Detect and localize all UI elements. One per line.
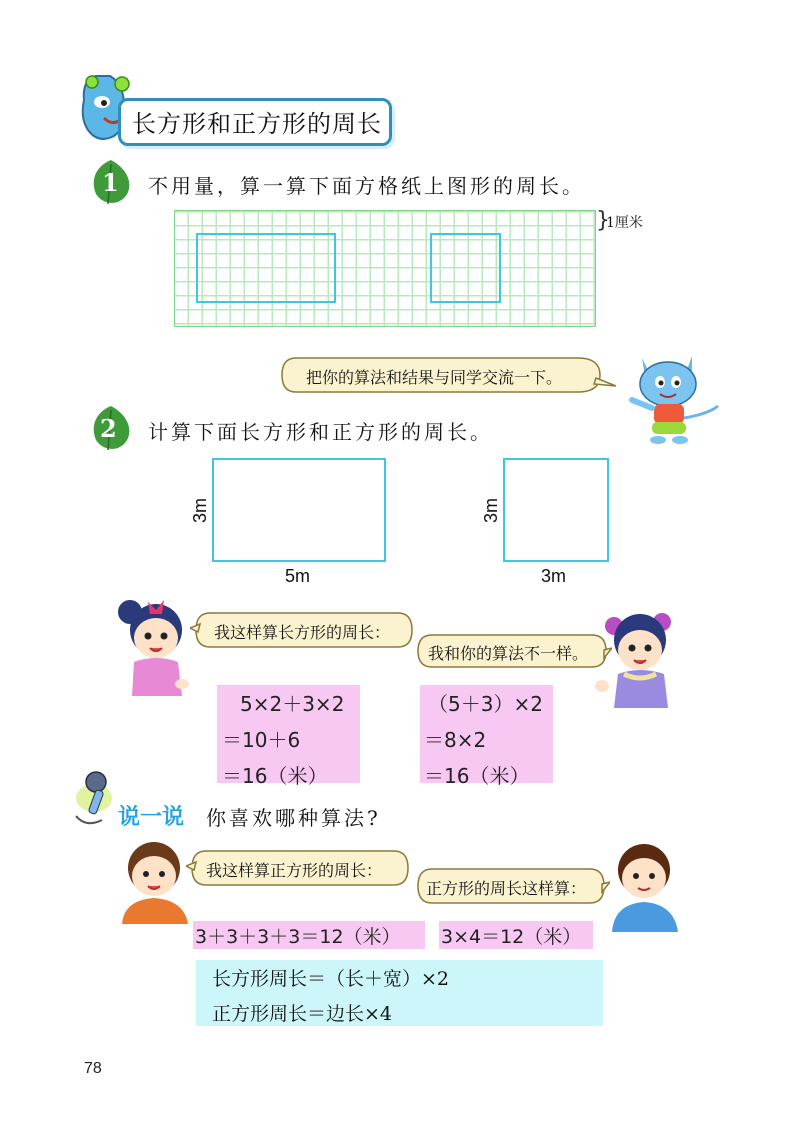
rectangle-perimeter-formula: 长方形周长＝（长＋宽）×2: [212, 968, 450, 990]
girl-left-character-icon: [112, 592, 194, 702]
calc-right-line-3: ＝16（米）: [424, 764, 530, 788]
boy-left-character-icon: [116, 838, 194, 924]
rectangle-on-grid: [196, 233, 336, 303]
cat-character-icon: [622, 348, 722, 448]
girl-right-bubble-text: 我和你的算法不一样。: [428, 644, 589, 663]
rectangle-width-label: 5m: [285, 566, 311, 586]
girl-right-character-icon: [594, 602, 684, 710]
calc-right-line-2: ＝8×2: [424, 728, 487, 752]
square-figure: [503, 458, 609, 562]
page-number: 78: [84, 1060, 102, 1077]
square-on-grid: [430, 233, 501, 303]
calc-left-line-1: 5×2＋3×2: [240, 692, 345, 716]
rectangle-figure: [212, 458, 386, 562]
talk-question: 你喜欢哪种算法?: [206, 806, 381, 830]
calc-right-line-1: （5＋3）×2: [428, 692, 543, 716]
calc-left-line-2: ＝10＋6: [222, 728, 301, 752]
square-width-label: 3m: [541, 566, 567, 586]
problem-2-number: 2: [100, 414, 117, 443]
square-calc-left: 3＋3＋3＋3＝12（米）: [195, 926, 401, 948]
unit-brace: }: [596, 208, 610, 233]
boy-right-bubble-text: 正方形的周长这样算：: [426, 879, 587, 898]
square-perimeter-formula: 正方形周长＝边长×4: [212, 1003, 393, 1025]
problem-1-text: 不用量，算一算下面方格纸上图形的周长。: [148, 174, 585, 198]
square-calc-right: 3×4＝12（米）: [441, 926, 582, 948]
talk-section-label: 说一说: [118, 805, 185, 830]
boy-left-bubble-text: 我这样算正方形的周长：: [206, 861, 383, 880]
calc-left-line-3: ＝16（米）: [222, 764, 328, 788]
problem-2-text: 计算下面长方形和正方形的周长。: [148, 420, 493, 444]
rectangle-height-label: 3m: [190, 497, 211, 524]
square-height-label: 3m: [481, 497, 502, 524]
microphone-icon: [70, 768, 120, 830]
cat-bubble-text: 把你的算法和结果与同学交流一下。: [306, 368, 563, 387]
boy-right-character-icon: [604, 840, 684, 932]
page-title: 长方形和正方形的周长: [132, 110, 382, 138]
problem-1-number: 1: [102, 168, 119, 197]
unit-label: 1厘米: [606, 215, 643, 231]
girl-left-bubble-text: 我这样算长方形的周长：: [214, 623, 391, 642]
